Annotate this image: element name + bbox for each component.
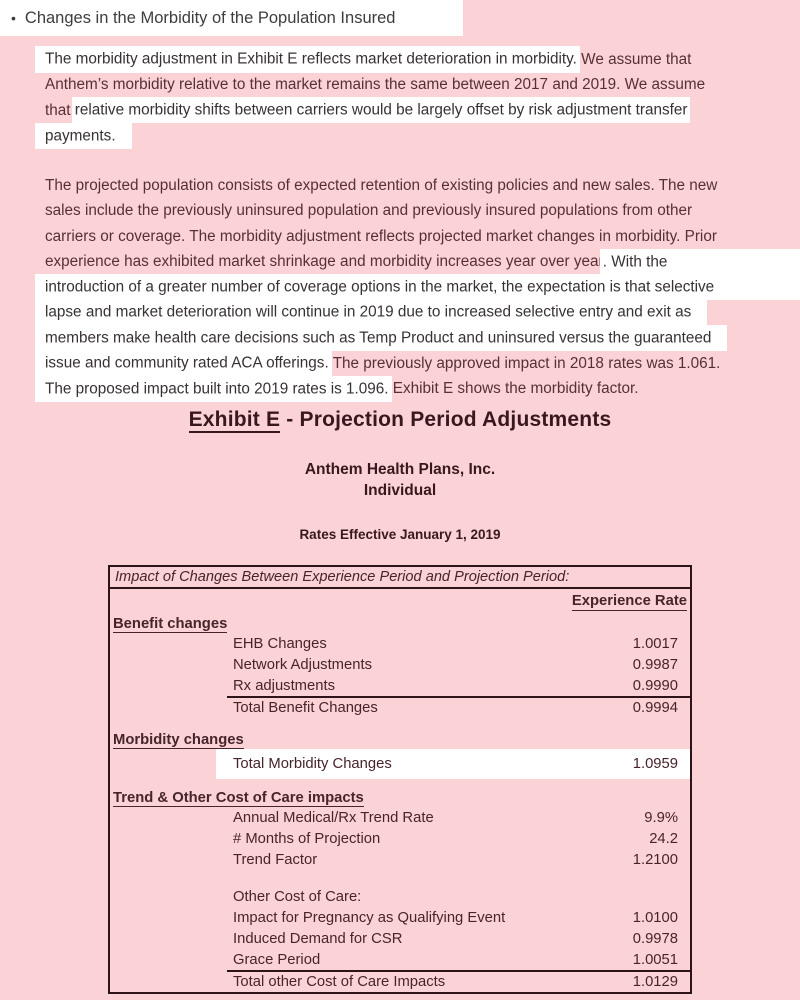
text-segment: experience has exhibited market shrinkage and morbidity increases year over year <box>45 253 603 271</box>
section-header-label: Changes in the Morbidity of the Population Insured <box>24 8 396 27</box>
row-content <box>216 749 690 779</box>
row-value: 24.2 <box>649 830 678 847</box>
highlighted-text-segment: issue and community rated ACA offerings. <box>45 350 329 376</box>
table-row-total-other-cost-of-care-impacts <box>110 970 690 992</box>
row-content <box>227 828 690 849</box>
column-header-row <box>110 589 690 611</box>
highlighted-text-segment: relative morbidity shifts between carriers would be largely offset by risk adjustment transfer <box>75 97 688 123</box>
text-segment: We assume that <box>576 51 692 68</box>
text-line <box>45 351 720 376</box>
table-row-spacer <box>110 718 690 727</box>
table-row-total-morbidity-changes <box>110 749 690 779</box>
row-content <box>227 675 690 696</box>
text-segment: that <box>45 101 75 119</box>
column-header-experience-rate: Experience Rate <box>571 593 687 609</box>
bullet-icon: • <box>11 10 16 26</box>
row-label: Total Morbidity Changes <box>233 756 392 772</box>
text-line <box>45 300 720 325</box>
table-row-rx-adjustments <box>110 675 690 696</box>
highlighted-text-segment: payments. <box>45 123 116 149</box>
indent-spacer <box>110 907 227 928</box>
row-value: 1.0100 <box>632 909 678 926</box>
indent-spacer <box>110 749 216 779</box>
row-value: 0.9978 <box>632 930 678 947</box>
row-label: Annual Medical/Rx Trend Rate <box>233 809 434 826</box>
text-line <box>45 173 720 198</box>
row-content <box>227 696 690 718</box>
table-row-total-benefit-changes <box>110 696 690 718</box>
table-row-other-cost-of-care <box>110 886 690 907</box>
row-content <box>227 928 690 949</box>
row-label: Induced Demand for CSR <box>233 930 403 947</box>
indent-spacer <box>110 675 227 696</box>
section-header <box>0 0 463 36</box>
row-value: 0.9994 <box>632 700 678 716</box>
text-line <box>45 376 720 401</box>
row-content <box>227 886 690 907</box>
text-segment: The projected population consists of expected retention of existing policies and new sales. The new <box>45 177 718 194</box>
row-value: 1.2100 <box>632 851 678 868</box>
table-row-trend-factor <box>110 849 690 870</box>
row-value: 9.9% <box>644 809 678 826</box>
table-row-network-adjustments <box>110 654 690 675</box>
row-value: 1.0129 <box>632 974 678 990</box>
company-block <box>0 459 800 501</box>
indent-spacer <box>110 828 227 849</box>
exhibit-table <box>108 565 692 994</box>
row-value: 0.9990 <box>632 677 678 694</box>
row-label: Grace Period <box>233 951 321 968</box>
row-value: 1.0017 <box>632 635 678 652</box>
section-heading: Morbidity changes <box>113 731 244 748</box>
row-value: 0.9987 <box>632 656 678 673</box>
exhibit-title-underlined: Exhibit E <box>188 408 281 431</box>
company-name: Anthem Health Plans, Inc. <box>304 461 496 478</box>
indent-spacer <box>110 928 227 949</box>
table-row-morbidity-changes <box>110 727 690 749</box>
row-label: Rx adjustments <box>233 677 335 694</box>
row-value: 1.0959 <box>632 756 678 772</box>
row-value: 1.0051 <box>632 951 678 968</box>
indent-spacer <box>110 633 227 654</box>
indent-spacer <box>110 970 227 992</box>
text-line <box>45 249 720 274</box>
row-content <box>227 849 690 870</box>
exhibit-title <box>0 408 800 432</box>
text-segment: Exhibit E shows the morbidity factor. <box>388 380 639 398</box>
text-line <box>45 275 720 300</box>
section-heading: Trend & Other Cost of Care impacts <box>113 789 364 806</box>
text-segment: carriers or coverage. The morbidity adjustment reflects projected market changes in morbidity. Prior <box>45 227 717 245</box>
indent-spacer <box>110 654 227 675</box>
row-label: EHB Changes <box>233 635 327 652</box>
table-rows <box>110 611 690 992</box>
indent-spacer <box>110 849 227 870</box>
rates-effective-date: Rates Effective January 1, 2019 <box>299 527 501 542</box>
table-row-benefit-changes <box>110 611 690 633</box>
text-line <box>45 224 720 249</box>
table-row-ehb-changes <box>110 633 690 654</box>
row-content <box>227 907 690 928</box>
table-row-induced-demand-for-csr <box>110 928 690 949</box>
table-row-spacer <box>110 870 690 886</box>
row-label: Network Adjustments <box>233 656 372 673</box>
row-content <box>227 970 690 992</box>
text-line <box>45 47 705 72</box>
table-row-trend-other-cost-of-care-impacts <box>110 785 690 807</box>
row-content <box>227 633 690 654</box>
paragraph-morbidity-adjustment <box>45 47 705 149</box>
highlighted-text-segment: members make health care decisions such as Temp Product and uninsured versus the guaranteed <box>45 325 711 351</box>
exhibit-title-rest: - Projection Period Adjustments <box>280 408 612 431</box>
line-of-business: Individual <box>363 482 437 499</box>
table-row-months-of-projection <box>110 828 690 849</box>
text-line <box>45 72 705 97</box>
section-heading: Benefit changes <box>113 615 228 632</box>
row-label: Trend Factor <box>233 851 318 868</box>
highlighted-text-segment: introduction of a greater number of coverage options in the market, the expectation is that selective <box>45 274 714 300</box>
highlighted-text-segment: lapse and market deterioration will continue in 2019 due to increased selective entry and exit as <box>45 299 691 325</box>
table-row-impact-for-pregnancy-as-qualifying-event <box>110 907 690 928</box>
indent-spacer <box>110 949 227 970</box>
table-row-annual-medical-rx-trend-rate <box>110 807 690 828</box>
row-content <box>227 807 690 828</box>
row-content <box>227 654 690 675</box>
table-caption: Impact of Changes Between Experience Period and Projection Period: <box>110 567 690 589</box>
indent-spacer <box>110 886 227 907</box>
row-content <box>227 949 690 970</box>
paragraph-projected-population <box>45 173 720 402</box>
text-line <box>45 325 720 350</box>
text-line <box>45 198 720 223</box>
highlighted-text-segment: The morbidity adjustment in Exhibit E reflects market deterioration in morbidity. <box>45 46 577 72</box>
text-line <box>45 98 705 123</box>
row-label: Other Cost of Care: <box>233 888 362 905</box>
table-row-grace-period <box>110 949 690 970</box>
row-label: Total Benefit Changes <box>233 700 378 716</box>
text-segment: The previously approved impact in 2018 rates was 1.061. <box>328 354 721 372</box>
row-label: Total other Cost of Care Impacts <box>233 974 446 990</box>
indent-spacer <box>110 807 227 828</box>
text-line <box>45 123 705 148</box>
text-segment: Anthem’s morbidity relative to the market remains the same between 2017 and 2019. We assume <box>45 76 706 94</box>
highlighted-text-segment: The proposed impact built into 2019 rates is 1.096. <box>45 376 389 402</box>
row-label: Impact for Pregnancy as Qualifying Event <box>233 909 506 926</box>
highlighted-text-segment: . With the <box>603 249 668 275</box>
indent-spacer <box>110 696 227 718</box>
text-segment: sales include the previously uninsured population and previously insured populations from other <box>45 202 693 220</box>
row-label: # Months of Projection <box>233 830 381 847</box>
